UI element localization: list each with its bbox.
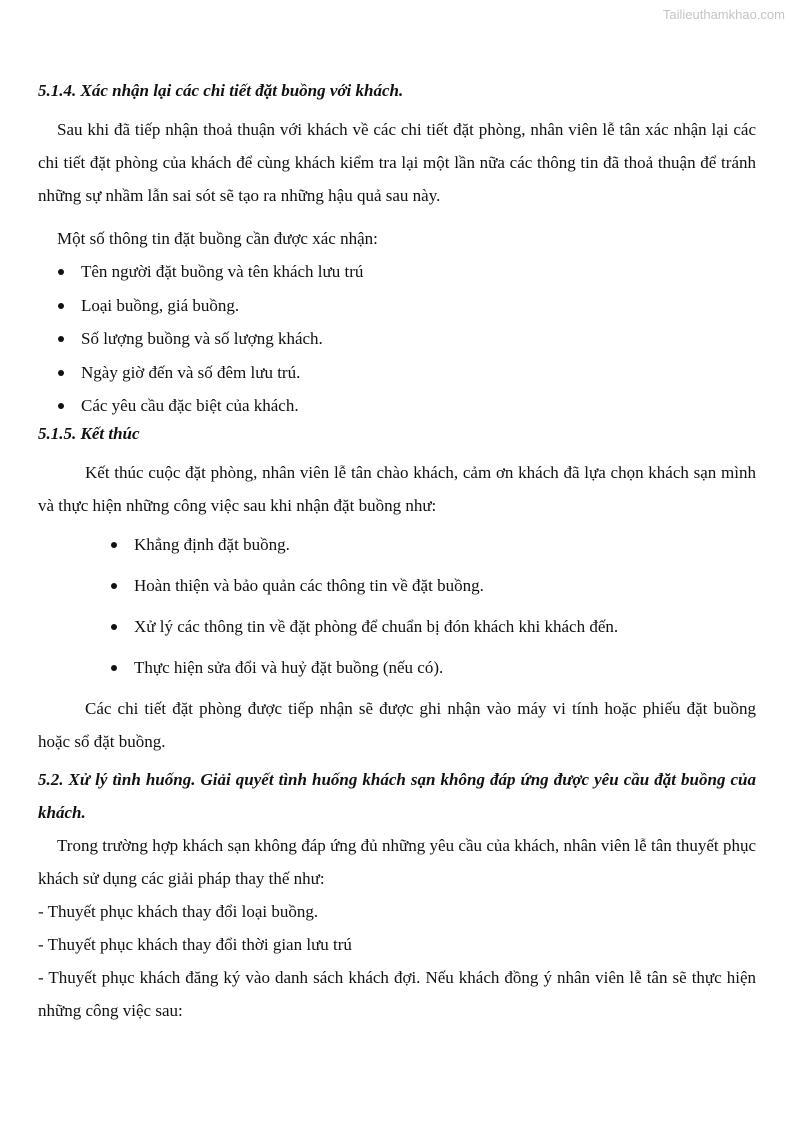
dash-item-waiting-list: - Thuyết phục khách đăng ký vào danh sách khách đợi. Nếu khách đồng ý nhân viên lễ tân sẽ thực hiện những công việc sau: <box>38 967 756 1020</box>
list-item: Khẳng định đặt buồng. <box>38 528 756 569</box>
list-item: Hoàn thiện và bảo quản các thông tin về đặt buồng. <box>38 569 756 610</box>
section-5-1-4-intro: Sau khi đã tiếp nhận thoả thuận với khách về các chi tiết đặt phòng, nhân viên lễ tân xác nhận lại các chi tiết đặt phòng của khách để cùng khách kiểm tra lại một lần nữa các thông tin đã thoả thuận để tránh những sự nhầm lẫn sai sót sẽ tạo ra những hậu quả sau này. <box>38 120 756 205</box>
section-5-1-5-intro: Kết thúc cuộc đặt phòng, nhân viên lễ tân chào khách, cảm ơn khách đã lựa chọn khách sạn mình và thực hiện những công việc sau khi nhận đặt buồng như: <box>38 462 756 515</box>
section-5-1-5-closing: Các chi tiết đặt phòng được tiếp nhận sẽ được ghi nhận vào máy vi tính hoặc phiếu đặt buồng hoặc sổ đặt buồng. <box>38 698 756 751</box>
list-item: Các yêu cầu đặc biệt của khách. <box>38 389 756 423</box>
bullet-icon <box>111 624 117 630</box>
bullet-icon <box>111 583 117 589</box>
document-page <box>38 74 756 1027</box>
bullet-icon <box>58 336 64 342</box>
bullet-icon <box>58 403 64 409</box>
section-5-1-4-heading: 5.1.4. Xác nhận lại các chi tiết đặt buồng với khách. <box>38 81 404 100</box>
dash-item-change-room-type: - Thuyết phục khách thay đổi loại buồng. <box>38 901 319 921</box>
watermark: Tailieuthamkhao.com <box>662 7 785 22</box>
bullet-icon <box>111 665 117 671</box>
list-item: Tên người đặt buồng và tên khách lưu trú <box>38 255 756 289</box>
confirmation-info-list <box>38 255 756 423</box>
bullet-icon <box>58 370 64 376</box>
bullet-icon <box>58 303 64 309</box>
section-5-1-4-list-intro: Một số thông tin đặt buồng cần được xác nhận: <box>57 229 378 248</box>
list-item: Ngày giờ đến và số đêm lưu trú. <box>38 356 756 390</box>
dash-item-change-stay-time: - Thuyết phục khách thay đổi thời gian lưu trú <box>38 934 352 954</box>
section-5-1-5-heading: 5.1.5. Kết thúc <box>38 423 140 443</box>
list-item: Số lượng buồng và số lượng khách. <box>38 322 756 356</box>
list-item: Xử lý các thông tin về đặt phòng để chuẩn bị đón khách khi khách đến. <box>38 610 756 651</box>
list-item: Thực hiện sửa đổi và huỷ đặt buồng (nếu có). <box>38 651 756 692</box>
after-booking-tasks-list <box>38 528 756 692</box>
section-5-2-heading: 5.2. Xử lý tình huống. Giải quyết tình huống khách sạn không đáp ứng được yêu cầu đặt buồng của khách. <box>38 769 756 822</box>
list-item: Loại buồng, giá buồng. <box>38 289 756 323</box>
bullet-icon <box>111 542 117 548</box>
bullet-icon <box>58 269 64 275</box>
section-5-2-intro: Trong trường hợp khách sạn không đáp ứng đủ những yêu cầu của khách, nhân viên lễ tân thuyết phục khách sử dụng các giải pháp thay thế như: <box>38 835 756 888</box>
